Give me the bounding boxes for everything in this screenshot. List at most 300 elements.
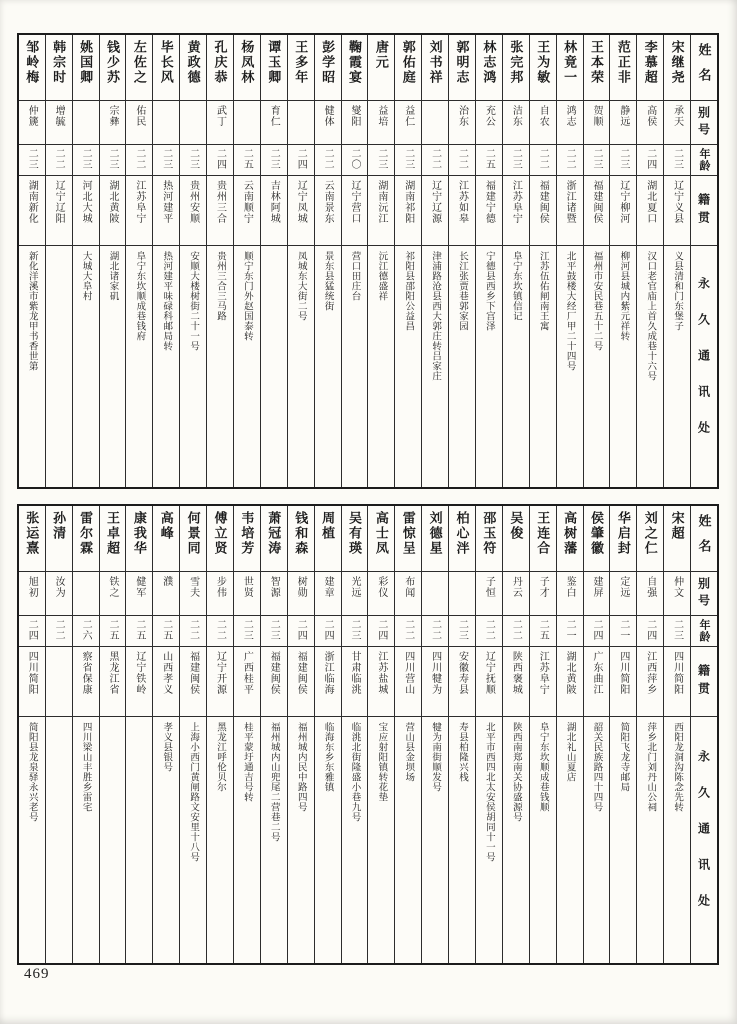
person-age: 二二 <box>402 619 414 641</box>
person-alias: 宗彝 <box>106 105 118 127</box>
person-address: 西阳龙洞沟陈念先转 <box>672 722 683 812</box>
native-place-cell <box>395 647 421 717</box>
person-name: 周植 <box>320 511 336 541</box>
native-place-cell <box>315 176 341 246</box>
name-cell <box>46 35 72 101</box>
person-address: 营山县金坝场 <box>403 722 414 782</box>
person-name: 韦培芳 <box>239 511 255 556</box>
person-name: 萧冠涛 <box>266 511 282 556</box>
person-column <box>153 35 180 487</box>
person-native-place: 甘肃临洮 <box>348 651 360 695</box>
name-cell <box>153 506 179 572</box>
header-address-label: 永久通讯处 <box>696 750 711 930</box>
age-cell <box>19 145 45 176</box>
person-native-place: 湖北夏口 <box>644 180 656 224</box>
person-age: 二五 <box>106 619 118 641</box>
age-cell <box>234 616 260 647</box>
alias-cell <box>637 101 663 145</box>
age-cell <box>73 145 99 176</box>
name-cell <box>19 35 45 101</box>
person-alias: 武丁 <box>214 105 226 127</box>
person-name: 林竟一 <box>562 40 578 85</box>
person-address: 上海小西门黄闸路文安里十八号 <box>188 722 199 862</box>
alias-cell <box>100 572 126 616</box>
person-name: 吴有瑛 <box>346 511 362 556</box>
address-cell <box>315 717 341 963</box>
person-native-place: 云南景东 <box>322 180 334 224</box>
person-column <box>368 506 395 963</box>
header-name-cell <box>691 35 717 101</box>
name-cell <box>342 506 368 572</box>
alias-cell <box>422 572 448 616</box>
person-name: 宋超 <box>669 511 685 541</box>
person-native-place: 四川简阳 <box>671 651 683 695</box>
name-cell <box>395 35 421 101</box>
person-native-place: 陕西褒城 <box>510 651 522 695</box>
alias-cell <box>530 101 556 145</box>
person-column <box>73 35 100 487</box>
person-name: 雷尔霖 <box>78 511 94 556</box>
native-place-cell <box>207 647 233 717</box>
address-cell <box>73 717 99 963</box>
person-address: 凤城东大街二号 <box>295 251 306 321</box>
person-alias: 高侯 <box>644 105 656 127</box>
age-cell <box>46 616 72 647</box>
person-native-place: 四川简阳 <box>26 651 38 695</box>
address-cell <box>73 246 99 487</box>
age-cell <box>557 145 583 176</box>
person-alias: 旭初 <box>26 576 38 598</box>
address-cell <box>100 246 126 487</box>
address-cell <box>288 246 314 487</box>
directory-table-bottom <box>17 504 719 965</box>
alias-cell <box>207 572 233 616</box>
person-native-place: 湖南沅江 <box>375 180 387 224</box>
address-cell <box>449 717 475 963</box>
person-alias: 鉴白 <box>564 576 576 598</box>
native-place-cell <box>261 176 287 246</box>
native-place-cell <box>476 176 502 246</box>
person-column <box>315 506 342 963</box>
person-name: 张运熹 <box>24 511 40 556</box>
alias-cell <box>234 101 260 145</box>
person-native-place: 江苏阜宁 <box>133 180 145 224</box>
person-age: 二四 <box>375 619 387 641</box>
native-place-cell <box>342 647 368 717</box>
person-address: 柳河县城内紫元祥转 <box>618 251 629 341</box>
header-age-label: 年龄 <box>698 148 711 172</box>
person-column <box>261 35 288 487</box>
person-name: 刘之仁 <box>642 511 658 556</box>
person-name: 孙清 <box>51 511 67 541</box>
person-address: 萍乡北门刘丹山公祠 <box>645 722 656 812</box>
header-column <box>691 35 717 487</box>
header-address-label: 永久通讯处 <box>696 276 711 457</box>
person-name: 王多年 <box>293 40 309 85</box>
person-age: 二二 <box>429 148 441 170</box>
person-age: 二二 <box>483 619 495 641</box>
person-column <box>315 35 342 487</box>
person-age: 二〇 <box>348 148 360 170</box>
person-alias: 燮阳 <box>348 105 360 127</box>
person-column <box>476 35 503 487</box>
person-native-place: 辽宁柳河 <box>617 180 629 224</box>
name-cell <box>664 506 690 572</box>
person-native-place: 湖南祁阳 <box>402 180 414 224</box>
age-cell <box>46 145 72 176</box>
name-cell <box>449 506 475 572</box>
age-cell <box>610 145 636 176</box>
person-age: 二三 <box>375 148 387 170</box>
person-address: 简阳飞龙寺邮局 <box>618 722 629 792</box>
address-cell <box>288 717 314 963</box>
alias-cell <box>73 101 99 145</box>
person-alias: 建屏 <box>590 576 602 598</box>
header-alias-cell <box>691 572 717 616</box>
alias-cell <box>476 101 502 145</box>
person-age: 二四 <box>644 619 656 641</box>
person-native-place: 吉林阿城 <box>268 180 280 224</box>
native-place-cell <box>73 176 99 246</box>
person-address: 四川梁山丰胜乡雷宅 <box>80 722 91 812</box>
age-cell <box>368 145 394 176</box>
person-address: 北平市西四北太安侯胡同十一号 <box>483 722 494 862</box>
person-alias: 健体 <box>322 105 334 127</box>
age-cell <box>19 616 45 647</box>
person-column <box>610 506 637 963</box>
person-name: 王卓超 <box>104 511 120 556</box>
name-cell <box>637 506 663 572</box>
person-column <box>557 506 584 963</box>
person-address: 宝应射阳镇转花垫 <box>376 722 387 802</box>
person-age: 二二 <box>429 619 441 641</box>
name-cell <box>422 35 448 101</box>
person-address: 简阳县龙泉驿永兴老号 <box>26 722 37 822</box>
age-cell <box>180 616 206 647</box>
name-cell <box>449 35 475 101</box>
age-cell <box>100 616 126 647</box>
name-cell <box>19 506 45 572</box>
person-name: 华启封 <box>615 511 631 556</box>
native-place-cell <box>557 176 583 246</box>
person-native-place: 黑龙江省 <box>106 651 118 695</box>
age-cell <box>180 145 206 176</box>
header-age-cell <box>691 145 717 176</box>
age-cell <box>153 145 179 176</box>
person-alias: 树勋 <box>295 576 307 598</box>
name-cell <box>261 506 287 572</box>
native-place-cell <box>46 176 72 246</box>
name-cell <box>557 506 583 572</box>
address-cell <box>315 246 341 487</box>
age-cell <box>610 616 636 647</box>
native-place-cell <box>261 647 287 717</box>
alias-cell <box>180 572 206 616</box>
person-native-place: 福建闽侯 <box>590 180 602 224</box>
person-native-place: 江苏阜宁 <box>537 651 549 695</box>
person-native-place: 广西桂平 <box>241 651 253 695</box>
person-native-place: 福建闽侯 <box>295 651 307 695</box>
alias-cell <box>126 101 152 145</box>
person-name: 毕长风 <box>158 40 174 85</box>
name-cell <box>288 35 314 101</box>
name-cell <box>395 506 421 572</box>
person-age: 二三 <box>241 619 253 641</box>
person-column <box>584 506 611 963</box>
person-name: 孔庆恭 <box>212 40 228 85</box>
person-column <box>234 506 261 963</box>
header-alias-cell <box>691 101 717 145</box>
person-alias: 仲篪 <box>26 105 38 127</box>
person-address: 湖北诸家矶 <box>107 251 118 301</box>
person-column <box>46 35 73 487</box>
alias-cell <box>180 101 206 145</box>
person-address: 阜宁东坎顺成巷钱顺 <box>537 722 548 812</box>
person-name: 彭学昭 <box>320 40 336 85</box>
person-alias: 子恒 <box>483 576 495 598</box>
native-place-cell <box>610 176 636 246</box>
address-cell <box>476 717 502 963</box>
age-cell <box>530 616 556 647</box>
age-cell <box>315 145 341 176</box>
person-address: 大城大阜村 <box>80 251 91 301</box>
person-age: 二二 <box>214 619 226 641</box>
person-age: 二三 <box>160 148 172 170</box>
page-number: 469 <box>24 966 50 982</box>
native-place-cell <box>153 647 179 717</box>
address-cell <box>584 246 610 487</box>
person-alias: 充公 <box>483 105 495 127</box>
alias-cell <box>584 101 610 145</box>
person-name: 谭玉卿 <box>266 40 282 85</box>
name-cell <box>503 35 529 101</box>
person-address: 津浦路沧县西大郭庄转吕家庄 <box>430 251 441 381</box>
native-place-cell <box>368 176 394 246</box>
age-cell <box>100 145 126 176</box>
person-native-place: 广东曲江 <box>590 651 602 695</box>
header-native-cell <box>691 176 717 246</box>
person-column <box>207 506 234 963</box>
alias-cell <box>476 572 502 616</box>
alias-cell <box>503 572 529 616</box>
person-name: 高树藩 <box>562 511 578 556</box>
native-place-cell <box>180 647 206 717</box>
address-cell <box>368 717 394 963</box>
person-column <box>530 506 557 963</box>
alias-cell <box>584 572 610 616</box>
address-cell <box>180 717 206 963</box>
age-cell <box>664 145 690 176</box>
person-address: 黑龙江呼伦贝尔 <box>215 722 226 792</box>
person-age: 二五 <box>160 619 172 641</box>
person-column <box>584 35 611 487</box>
person-alias: 彩仪 <box>375 576 387 598</box>
age-cell <box>664 616 690 647</box>
person-age: 二二 <box>53 619 65 641</box>
person-address: 江苏伍佑闸南王寓 <box>537 251 548 331</box>
alias-cell <box>207 101 233 145</box>
name-cell <box>584 506 610 572</box>
alias-cell <box>19 101 45 145</box>
person-alias: 育仁 <box>268 105 280 127</box>
age-cell <box>476 616 502 647</box>
native-place-cell <box>288 176 314 246</box>
address-cell <box>342 717 368 963</box>
alias-cell <box>342 572 368 616</box>
person-alias: 濮 <box>160 576 172 587</box>
age-cell <box>503 145 529 176</box>
person-alias: 光远 <box>348 576 360 598</box>
age-cell <box>234 145 260 176</box>
age-cell <box>422 616 448 647</box>
person-native-place: 云南顺宁 <box>241 180 253 224</box>
address-cell <box>126 246 152 487</box>
person-name: 傅立贤 <box>212 511 228 556</box>
age-cell <box>207 145 233 176</box>
address-cell <box>422 717 448 963</box>
person-column <box>288 35 315 487</box>
person-native-place: 贵州安顺 <box>187 180 199 224</box>
age-cell <box>395 145 421 176</box>
person-address: 热河建平味碌科邮局转 <box>161 251 172 351</box>
native-place-cell <box>395 176 421 246</box>
person-name: 雷惊呈 <box>400 511 416 556</box>
person-native-place: 贵州三合 <box>214 180 226 224</box>
alias-cell <box>368 572 394 616</box>
person-age: 二四 <box>26 619 38 641</box>
native-place-cell <box>342 176 368 246</box>
age-cell <box>368 616 394 647</box>
person-age: 二三 <box>402 148 414 170</box>
address-cell <box>207 246 233 487</box>
alias-cell <box>288 572 314 616</box>
person-alias: 益仁 <box>402 105 414 127</box>
name-cell <box>530 35 556 101</box>
person-column <box>100 35 127 487</box>
person-native-place: 江西萍乡 <box>644 651 656 695</box>
person-name: 王本荣 <box>588 40 604 85</box>
person-name: 姚国卿 <box>78 40 94 85</box>
person-address: 安顺大楼树街二十一号 <box>188 251 199 351</box>
person-native-place: 福建闽侯 <box>268 651 280 695</box>
person-age: 二二 <box>510 619 522 641</box>
person-alias: 静远 <box>617 105 629 127</box>
age-cell <box>584 145 610 176</box>
age-cell <box>557 616 583 647</box>
person-column <box>180 506 207 963</box>
person-name: 何景同 <box>185 511 201 556</box>
person-age: 二三 <box>26 148 38 170</box>
person-column <box>180 35 207 487</box>
person-native-place: 浙江诸暨 <box>564 180 576 224</box>
native-place-cell <box>664 176 690 246</box>
header-name-cell <box>691 506 717 572</box>
person-age: 二二 <box>53 148 65 170</box>
header-alias-label: 别号 <box>696 576 711 611</box>
native-place-cell <box>100 176 126 246</box>
person-native-place: 辽宁凤城 <box>295 180 307 224</box>
alias-cell <box>610 101 636 145</box>
person-age: 二二 <box>133 148 145 170</box>
person-age: 二三 <box>456 619 468 641</box>
name-cell <box>234 506 260 572</box>
person-address: 贵州三合三马路 <box>215 251 226 321</box>
name-cell <box>610 35 636 101</box>
person-column <box>503 35 530 487</box>
native-place-cell <box>126 176 152 246</box>
person-name: 李慕超 <box>642 40 658 85</box>
person-name: 高峰 <box>158 511 174 541</box>
address-cell <box>557 717 583 963</box>
person-native-place: 福建闽侯 <box>537 180 549 224</box>
person-name: 高士凤 <box>373 511 389 556</box>
person-address: 临洮北街隆盛小巷九号 <box>349 722 360 822</box>
alias-cell <box>46 101 72 145</box>
person-column <box>368 35 395 487</box>
person-name: 张完邦 <box>508 40 524 85</box>
person-column <box>637 35 664 487</box>
address-cell <box>234 717 260 963</box>
header-native-label: 籍贯 <box>696 663 711 700</box>
person-native-place: 辽宁营口 <box>348 180 360 224</box>
person-alias: 世贤 <box>241 576 253 598</box>
person-name: 唐元 <box>373 40 389 70</box>
person-address: 沅江德盛祥 <box>376 251 387 301</box>
age-cell <box>315 616 341 647</box>
address-cell <box>664 717 690 963</box>
age-cell <box>342 616 368 647</box>
name-cell <box>664 35 690 101</box>
person-address: 新化洋溪市紫龙甲书香世第 <box>26 251 37 371</box>
person-column <box>664 506 691 963</box>
native-place-cell <box>234 647 260 717</box>
header-column <box>691 506 717 963</box>
alias-cell <box>261 572 287 616</box>
alias-cell <box>664 101 690 145</box>
person-native-place: 湖南新化 <box>26 180 38 224</box>
alias-cell <box>234 572 260 616</box>
header-address-cell <box>691 717 717 963</box>
person-alias: 雪夫 <box>187 576 199 598</box>
alias-cell <box>449 101 475 145</box>
person-native-place: 辽宁义县 <box>671 180 683 224</box>
person-column <box>637 506 664 963</box>
person-name: 吴俊 <box>508 511 524 541</box>
person-alias: 自农 <box>537 105 549 127</box>
name-cell <box>100 35 126 101</box>
age-cell <box>422 145 448 176</box>
native-place-cell <box>664 647 690 717</box>
person-alias: 洁东 <box>510 105 522 127</box>
person-address: 陕西南郑南关协盛源号 <box>510 722 521 822</box>
native-place-cell <box>368 647 394 717</box>
person-address: 宁德县西乡下宫泽 <box>483 251 494 331</box>
person-address: 临海东乡东雅镇 <box>322 722 333 792</box>
person-age: 二二 <box>456 148 468 170</box>
person-age: 二三 <box>187 148 199 170</box>
person-address: 犍为南街顺发号 <box>430 722 441 792</box>
person-name: 柏心泮 <box>454 511 470 556</box>
native-place-cell <box>315 647 341 717</box>
age-cell <box>476 145 502 176</box>
age-cell <box>288 145 314 176</box>
address-cell <box>637 717 663 963</box>
address-cell <box>19 246 45 487</box>
address-cell <box>664 246 690 487</box>
address-cell <box>610 717 636 963</box>
person-age: 二四 <box>322 619 334 641</box>
name-cell <box>368 506 394 572</box>
